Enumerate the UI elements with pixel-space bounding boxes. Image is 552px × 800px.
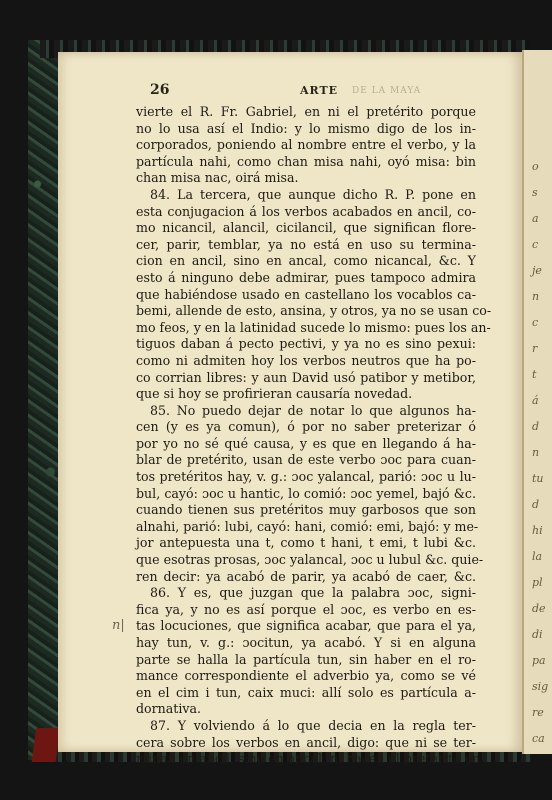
text-line: cera sobre los verbos en ancil, digo: que ni se ter- — [136, 734, 476, 750]
text-line: 87. Y volviendo á lo que decia en la regla ter- — [150, 717, 476, 733]
text-line: blar de pretérito, usan de este verbo ɔoc para cuan- — [136, 452, 476, 468]
text-line: 84. La tercera, que aunque dicho R. P. pone en — [150, 186, 476, 202]
text-line: esta conjugacion á los verbos acabados en ancil, co- — [136, 203, 476, 219]
body-text — [136, 104, 492, 768]
facing-page-fragment: o — [532, 160, 539, 173]
facing-page-fragment: r — [532, 342, 538, 355]
text-line: mance correspondiente el adverbio ya, como se vé — [136, 668, 476, 684]
text-line: chan misa nac, oirá misa. — [136, 170, 299, 186]
facing-page-fragment: tu — [532, 472, 544, 485]
text-line: fica ya, y no es así porque el ɔoc, es verbo en es- — [136, 601, 476, 617]
facing-page-fragment: a — [532, 212, 539, 225]
text-line: 86. Y es, que juzgan que la palabra ɔoc, signi- — [150, 585, 476, 601]
facing-page-fragment: hi — [532, 524, 543, 537]
facing-page-fragment: d — [532, 498, 540, 511]
facing-page-fragment: n — [532, 290, 540, 303]
handwritten-margin-mark: n| — [112, 618, 125, 633]
text-line: corporados, poniendo al nombre entre el verbo, y la — [136, 137, 476, 153]
text-line: bul, cayó: ɔoc u hantic, lo comió: ɔoc yemel, bajó &c. — [136, 485, 476, 501]
facing-page-fragment: d — [532, 420, 540, 433]
text-line: alnahi, parió: lubi, cayó: hani, comió: emi, bajó: y me- — [136, 518, 479, 534]
text-line: cen (y es ya comun), ó por no saber preterizar ó — [136, 419, 476, 435]
running-head: ARTE — [300, 84, 339, 97]
text-line: no lo usa así el Indio: y lo mismo digo de los in- — [136, 120, 476, 136]
book-cover-marbled-edge — [28, 40, 60, 760]
text-line: que habiéndose usado en castellano los vocablos ca- — [136, 286, 476, 302]
facing-page-fragment: ca — [532, 732, 545, 745]
facing-page-edge — [522, 50, 552, 754]
facing-page-fragment: di — [532, 628, 543, 641]
facing-page-fragment: pa — [532, 654, 546, 667]
text-line: esto á ninguno debe admirar, pues tampoco admira — [136, 269, 476, 285]
facing-page-fragment: t — [532, 368, 537, 381]
facing-page-fragment: á — [532, 394, 539, 407]
facing-page-fragment: pl — [532, 576, 543, 589]
text-line: jor antepuesta una t, como t hani, t emi, t lubi &c. — [136, 535, 476, 551]
text-line: mo feos, y en la latinidad sucede lo mismo: pues los an- — [136, 319, 491, 335]
book-spine-corner — [32, 728, 61, 762]
text-line: mo nicancil, alancil, cicilancil, que significan flore- — [136, 220, 476, 236]
text-line: dornativa. — [136, 701, 201, 717]
text-line: parte se halla la partícula tun, sin haber en el ro- — [136, 651, 476, 667]
text-line: tiguos daban á pecto pectivi, y ya no es sino pexui: — [136, 336, 476, 352]
text-line: que esotras prosas, ɔoc yalancal, ɔoc u lubul &c. quie- — [136, 552, 484, 568]
facing-page-fragment: c — [532, 238, 539, 251]
text-line: tas locuciones, que significa acabar, que para el ya, — [136, 618, 476, 634]
text-line: partícula nahi, como chan misa nahi, oyó misa: bin — [136, 153, 476, 169]
text-line: que si hoy se profirieran causaría novedad. — [136, 386, 413, 402]
facing-page-fragment: s — [532, 186, 538, 199]
text-line: vierte el R. Fr. Gabriel, en ni el pretérito porque — [136, 104, 476, 119]
text-line: hay tun, v. g.: ɔocitun, ya acabó. Y si en alguna — [136, 635, 476, 650]
facing-page-fragment: de — [532, 602, 546, 615]
facing-page-fragment: c — [532, 316, 539, 329]
text-line: minan en ancil, sino en ancal, ni hacen el pretérito en — [136, 751, 481, 767]
text-line: tos pretéritos hay, v. g.: ɔoc yalancal, parió: ɔoc u lu- — [136, 469, 476, 485]
bleed-through-text: DE LA MAYA — [352, 86, 422, 96]
facing-page-fragment: n — [532, 446, 540, 459]
text-line: cion en ancil, sino en ancal, como nicancal, &c. Y — [136, 253, 476, 269]
text-line: cuando tienen sus pretéritos muy garbosos que son — [136, 502, 476, 518]
text-line: como ni admiten hoy los verbos neutros que ha po- — [136, 352, 476, 368]
facing-page-fragment: je — [532, 264, 542, 277]
page-number: 26 — [150, 82, 170, 98]
facing-page-fragment: la — [532, 550, 543, 563]
text-line: en el cim i tun, caix muci: allí solo es partícula a- — [136, 684, 476, 700]
facing-page-fragment: re — [532, 706, 544, 719]
text-line: bemi, allende de esto, ansina, y otros, ya no se usan co- — [136, 303, 492, 319]
text-line: co corrian libres: y aun David usó patibor y metibor, — [136, 369, 476, 385]
text-line: 85. No puedo dejar de notar lo que algunos ha- — [150, 402, 476, 418]
text-line: ren decir: ya acabó de parir, ya acabó de caer, &c. — [136, 568, 476, 584]
text-line: cer, parir, temblar, ya no está en uso su termina- — [136, 236, 476, 252]
facing-page-fragment: sig — [532, 680, 549, 693]
text-line: por yo no sé qué causa, y es que en llegando á ha- — [136, 435, 476, 451]
